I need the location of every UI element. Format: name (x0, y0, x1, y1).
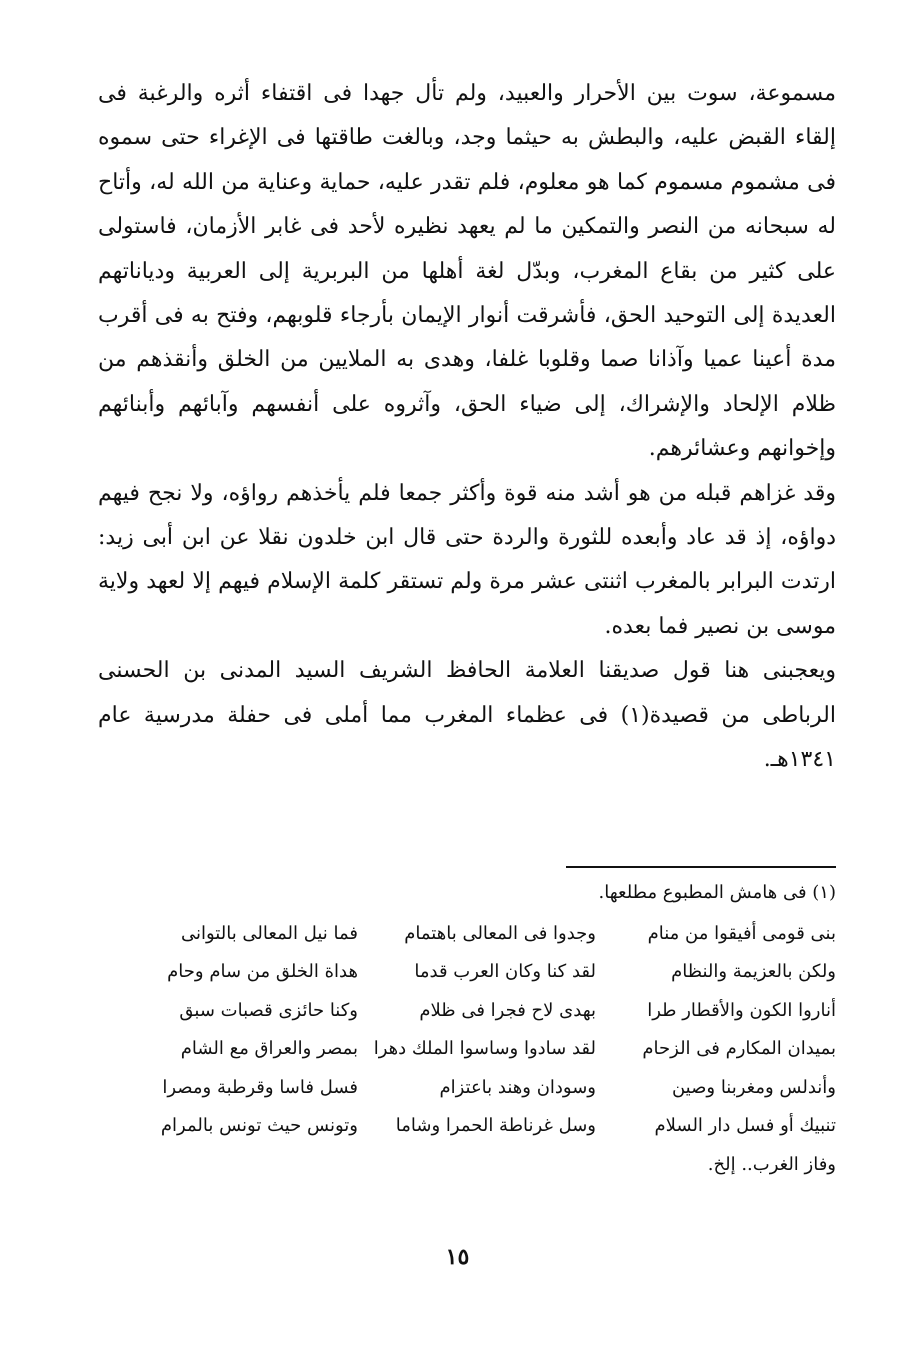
poem-hemistich: بميدان المكارم فى الزحام (642, 1038, 836, 1060)
footnote-divider (566, 866, 836, 868)
poem-hemistich: تنبيك أو فسل دار السلام (654, 1115, 836, 1137)
poem-hemistich: هداة الخلق من سام وحام (167, 961, 358, 983)
poem-hemistich: ولكن بالعزيمة والنظام (671, 961, 836, 983)
poem-hemistich: وجدوا فى المعالى باهتمام (404, 922, 596, 944)
paragraph-3: ويعجبنى هنا قول صديقنا العلامة الحافظ الشريف السيد المدنى بن الحسنى الرباطى من قصيدة(١) فى عظماء المغرب مما أملى فى حفلة مدرسية عام ١٣٤١هـ. (98, 658, 836, 773)
poem-row (98, 1030, 836, 1069)
poem-hemistich: وسل غرناطة الحمرا وشاما (395, 1115, 596, 1137)
poem-hemistich: أناروا الكون والأقطار طرا (647, 999, 836, 1021)
paragraph-1: مسموعة، سوت بين الأحرار والعبيد، ولم تأل جهدا فى اقتفاء أثره والرغبة فى إلقاء القبض عليه، والبطش به حيثما وجد، وبالغت طاقتها فى الإغراء حتى سموه فى مشموم مسموم كما هو معلوم، فلم تقدر عليه، حماية وعناية من الله له، وأتاح له سبحانه من النصر والتمكين ما لم يعهد نظيره لأحد فى غابر الأزمان، فاستولى على كثير من بقاع المغرب، وبدّل لغة أهلها من البربرية إلى العربية ودياناتهم العديدة إلى التوحيد الحق، فأشرقت أنوار الإيمان بأرجاء قلوبهم، وفتح به فى أقرب مدة أعينا عميا وآذانا صما وقلوبا غلفا، وهدى به الملايين من الخلق وأنقذهم من ظلام الإلحاد والإشراك، إلى ضياء الحق، وآثروه على أنفسهم وآبائهم وأبنائهم وإخوانهم وعشائرهم. (98, 81, 836, 462)
poem-hemistich: وسودان وهند باعتزام (439, 1076, 596, 1098)
paragraph-2: وقد غزاهم قبله من هو أشد منه قوة وأكثر جمعا فلم يأخذهم رواؤه، ولا نجح فيهم دواؤه، إذ قد عاد وأبعده للثورة والردة حتى قال ابن خلدون نقلا عن ابن أبى زيد: ارتدت البرابر بالمغرب اثنتى عشر مرة ولم تستقر كلمة الإسلام فيهم إلا لعهد ولاية موسى بن نصير فما بعده. (98, 480, 836, 639)
footnote-lead: (١) فى هامش المطبوع مطلعها. (598, 882, 836, 903)
poem-row (98, 1107, 836, 1146)
poem-hemistich: وكنا حائزى قصبات سبق (179, 999, 358, 1021)
poem-row (98, 991, 836, 1030)
poem-row (98, 914, 836, 953)
main-text (98, 72, 836, 783)
poem-row (98, 1145, 836, 1184)
poem-hemistich: لقد كنا وكان العرب قدما (414, 961, 596, 983)
poem-hemistich: بمصر والعراق مع الشام (180, 1038, 358, 1060)
footnote-poem (98, 914, 836, 1184)
page-number: ١٥ (445, 1244, 470, 1270)
poem-row (98, 1068, 836, 1107)
poem-hemistich: وفاز الغرب.. إلخ. (707, 1153, 836, 1175)
poem-hemistich: لقد سادوا وساسوا الملك دهرا (373, 1038, 596, 1060)
poem-hemistich: بهدى لاح فجرا فى ظلام (419, 999, 596, 1021)
poem-row (98, 953, 836, 992)
poem-hemistich: بنى قومى أفيقوا من منام (647, 922, 836, 944)
poem-hemistich: وتونس حيث تونس بالمرام (160, 1115, 358, 1137)
poem-hemistich: فما نيل المعالى بالتوانى (180, 922, 358, 944)
poem-hemistich: وأندلس ومغربنا وصين (671, 1076, 836, 1098)
poem-hemistich: فسل فاسا وقرطبة ومصرا (162, 1076, 358, 1098)
